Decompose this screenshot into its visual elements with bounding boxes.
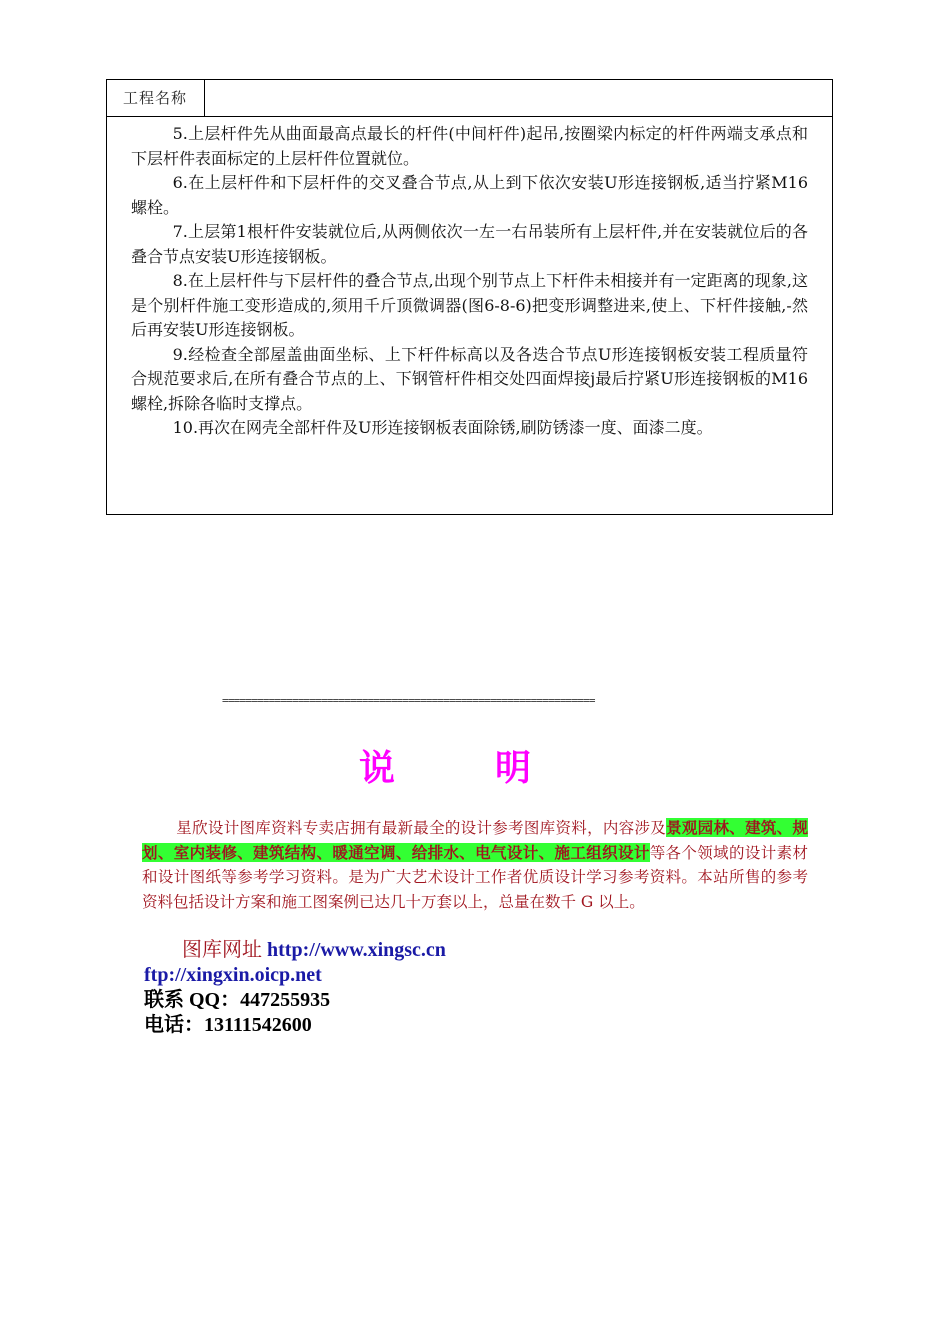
- step-paragraph: 8.在上层杆件与下层杆件的叠合节点,出现个别节点上下杆件未相接并有一定距离的现象,这是个别杆件施工变形造成的,须用千斤顶微调器(图6-8-6)把变形调整进来,使上、下杆件接触,-然后再安装U形连接钢板。: [131, 271, 808, 339]
- notice-description: [142, 816, 808, 914]
- qq-label: 联系 QQ：: [144, 989, 241, 1011]
- step-paragraph: 7.上层第1根杆件安装就位后,从两侧依次一左一右吊装所有上层杆件,并在安装就位后的各叠合节点安装U形连接钢板。: [131, 222, 808, 266]
- ftp-link[interactable]: ftp://xingxin.oicp.net: [144, 964, 322, 986]
- site-label: 图库网址: [182, 939, 262, 961]
- step-paragraph: 9.经检查全部屋盖曲面坐标、上下杆件标高以及各迭合节点U形连接钢板安装工程质量符合规范要求后,在所有叠合节点的上、下钢管杆件相交处四面焊接j最后拧紧U形连接钢板的M16螺栓,拆除各临时支撑点。: [131, 344, 808, 413]
- site-link[interactable]: http://www.xingsc.cn: [267, 939, 446, 961]
- step-paragraph: 5.上层杆件先从曲面最高点最长的杆件(中间杆件)起吊,按圈梁内标定的杆件两端支承点和下层杆件表面标定的上层杆件位置就位。: [131, 124, 808, 168]
- phone-line: [144, 1013, 744, 1038]
- phone-label: 电话：: [144, 1014, 204, 1036]
- project-name-value: [205, 80, 832, 116]
- qq-number: 447255935: [240, 989, 331, 1011]
- notice-rest: 等各个领域的设计素材和设计图纸等参考学习资料。是为广大艺术设计工作者优质设计学习参考资料。本站所售的参考资料包括设计方案和施工图案例已达几十万套以上，总量在数千 G 以上。: [142, 843, 808, 911]
- notice-intro: 星欣设计图库资料专卖店拥有最新最全的设计参考图库资料，内容涉及: [176, 819, 667, 837]
- separator-line: ================================================================: [222, 694, 595, 707]
- phone-number: 13111542600: [204, 1014, 312, 1036]
- table-header-row: [107, 80, 832, 117]
- ftp-line: [144, 963, 744, 988]
- site-line: [144, 938, 744, 963]
- qq-line: [144, 988, 744, 1013]
- notice-highlight: 景观园林、建筑、规划、室内装修、建筑结构、暖通空调、给排水、电气设计、施工组织设计: [142, 818, 808, 862]
- contact-info: [144, 938, 744, 1038]
- step-paragraph: 6.在上层杆件和下层杆件的交叉叠合节点,从上到下依次安装U形连接钢板,适当拧紧M16螺栓。: [131, 173, 808, 217]
- project-table: [106, 79, 833, 515]
- construction-steps: [107, 117, 832, 441]
- notice-title: 说明: [358, 748, 631, 789]
- step-paragraph: 10.再次在网壳全部杆件及U形连接钢板表面除锈,刷防锈漆一度、面漆二度。: [172, 418, 713, 437]
- project-name-label: 工程名称: [107, 80, 205, 116]
